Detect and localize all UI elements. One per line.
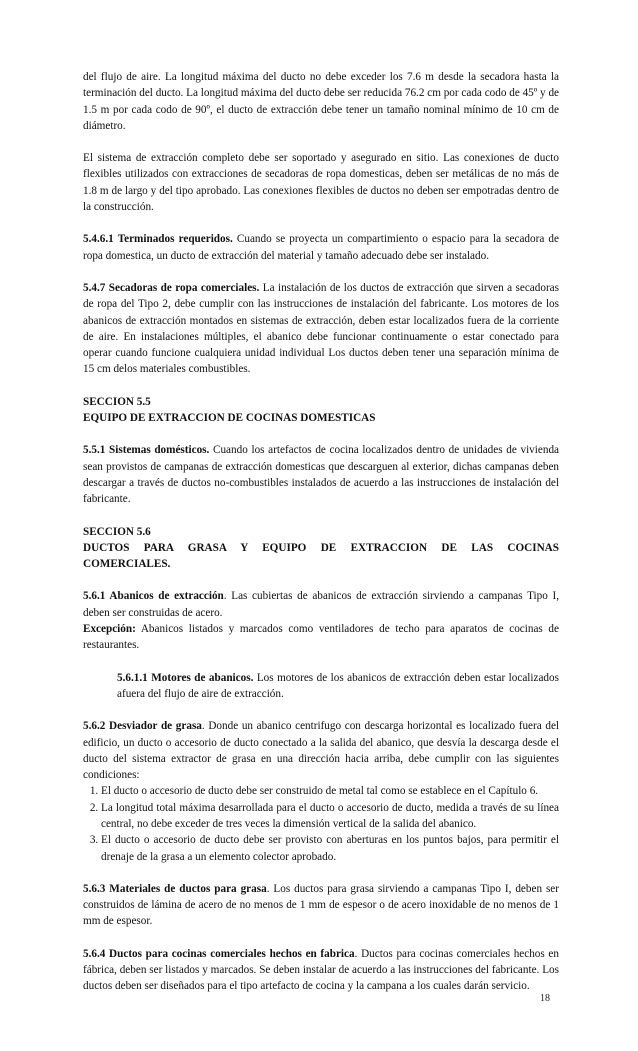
section-title: 5.6.2 Desviador de grasa (83, 720, 202, 733)
list-item: 3. El ducto o accesorio de ducto debe ser provisto con aberturas en los puntos bajos, para permitir el drenaje de la grasa a un elemento colector aprobado. (101, 832, 559, 865)
section-5-4-7 (83, 280, 559, 378)
section-title: 5.6.1.1 Motores de abanicos. (117, 671, 254, 684)
section-body: Los motores de los abanicos de extracción deben estar localizados afuera del flujo de aire de extracción. (117, 671, 559, 700)
paragraph-duct-length: del flujo de aire. La longitud máxima del ducto no debe exceder los 7.6 m desde la secadora hasta la terminación del ducto. La longitud máxima del ducto debe ser reducida 76.2 cm por cada codo de 45º y de 1.5 m por cada codo de 90º, el ducto de extracción debe tener un tamaño nominal mínimo de 10 cm de diámetro. (83, 71, 559, 132)
section-5-4-6-1 (83, 231, 559, 264)
section-title: 5.6.3 Materiales de ductos para grasa (83, 882, 267, 895)
section-body: La instalación de los ductos de extracción que sirven a secadoras de ropa del Tipo 2, debe cumplir con las instrucciones de instalación del fabricante. Los motores de los abanicos de extracción montados en sistemas de extracción, deben estar localizados fuera de la corriente de aire. En instalaciones múltiples, el abanico debe funcionar continuamente o estar conectado para operar cuando funcione cualquiera unidad individual Los ductos deben tener una separación mínima de 15 cm delos materiales combustibles. (83, 281, 559, 376)
page-number: 18 (540, 993, 550, 1004)
section-5-6-subheading: DUCTOS PARA GRASA Y EQUIPO DE EXTRACCION DE LAS COCINAS COMERCIALES. (83, 541, 559, 571)
section-body: . Ductos para cocinas comerciales hechos en fábrica, deben ser listados y marcados. Se deben instalar de acuerdo a las instrucciones del fabricante. Los ductos deben ser diseñados para el tipo artefacto de cocina y la campana a los cuales darán servicio. (83, 947, 559, 993)
exception-body: Abanicos listados y marcados como ventiladores de techo para aparatos de cocinas de restaurantes. (83, 623, 559, 652)
exception-label: Excepción: (83, 623, 136, 636)
list-item: 2. La longitud total máxima desarrollada para el ducto o accesorio de ducto, medida a través de su línea central, no debe exceder de tres veces la dimensión vertical de la salida del abanico. (101, 800, 559, 833)
section-body: . Los ductos para grasa sirviendo a campanas Tipo I, deben ser construidos de lámina de acero de no menos de 1 mm de espesor o de acero inoxidable de no menos de 1 mm de espesor. (83, 882, 560, 928)
conditions-list (83, 783, 559, 864)
section-5-5-subheading: EQUIPO DE EXTRACCION DE COCINAS DOMESTICAS (83, 412, 376, 425)
section-5-6-heading: SECCION 5.6 (83, 525, 151, 538)
section-title: 5.6.1 Abanicos de extracción (83, 590, 224, 603)
section-body: . Las cubiertas de abanicos de extracción sirviendo a campanas Tipo I, deben ser construidas de acero. (83, 590, 559, 619)
section-body: . Donde un abanico centrifugo con descarga horizontal es localizado fuera del edificio, un ducto o accesorio de ducto conectado a la salida del abanico, que desvía la descarga desde el ducto del sistema extractor de grasa en una dirección hacia arriba, debe cumplir con las siguientes condiciones: (83, 720, 560, 782)
section-5-6-4 (83, 946, 559, 995)
exception-note (83, 621, 559, 654)
section-title: 5.6.4 Ductos para cocinas comerciales hechos en fabrica (83, 947, 355, 960)
section-5-6-1-1 (83, 670, 559, 703)
list-item: 1. El ducto o accesorio de ducto debe ser construido de metal tal como se establece en el Capítulo 6. (101, 783, 559, 799)
section-body: Cuando los artefactos de cocina localizados dentro de unidades de vivienda sean provistos de campanas de extracción domesticas que descarguen al exterior, dichas campanas deben descargar a través de ductos no-combustibles instalados de acuerdo a las instrucciones de instalación del fabricante. (83, 444, 560, 506)
document-page (83, 69, 559, 995)
section-5-5-heading: SECCION 5.5 (83, 395, 151, 408)
section-5-6-1 (83, 588, 559, 621)
section-title: 5.4.7 Secadoras de ropa comerciales. (83, 281, 260, 294)
section-5-5-1 (83, 442, 559, 507)
section-body: Cuando se proyecta un compartimiento o espacio para la secadora de ropa domestica, un ducto de extracción del material y tamaño adecuado debe ser instalado. (83, 233, 559, 262)
paragraph-extraction-system: El sistema de extracción completo debe ser soportado y asegurado en sitio. Las conexiones de ducto flexibles utilizados con extracciones de secadoras de ropa domesticas, deben ser metálicas de no más de 1.8 m de largo y del tipo aprobado. Las conexiones flexibles de ductos no deben ser empotradas dentro de la construcción. (83, 152, 559, 214)
section-title: 5.5.1 Sistemas domésticos. (83, 444, 210, 457)
section-5-6-2 (83, 718, 559, 783)
section-title: 5.4.6.1 Terminados requeridos. (83, 233, 233, 246)
section-5-6-3 (83, 881, 559, 930)
